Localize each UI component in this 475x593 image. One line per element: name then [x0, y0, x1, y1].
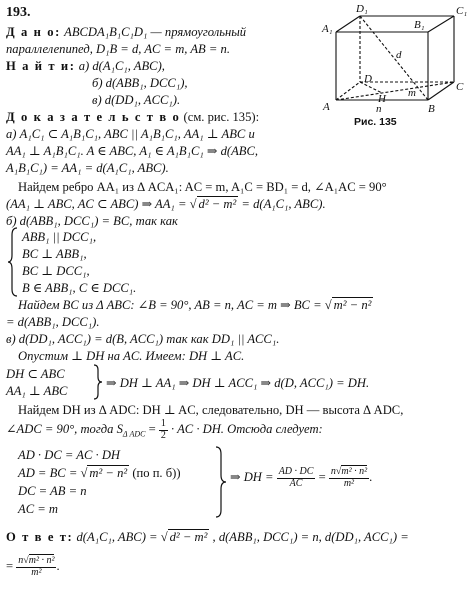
proof-a5-radicand: d² − m² — [198, 197, 237, 211]
dh-fraction-1 — [277, 467, 316, 489]
parallelepiped-figure — [316, 2, 472, 126]
proof-b2-radicand: m² − n² — [333, 298, 372, 312]
label-D: D — [364, 73, 372, 85]
proof-c5-pre: ∠ADC = 90°, тогда S — [6, 421, 123, 436]
system-c-line-2: AA₁ ⊥ ABC — [6, 384, 68, 398]
system-d-line-3: DC = AB = n — [18, 484, 87, 498]
proof-c2: Опустим ⊥ DH на AC. Имеем: DH ⊥ AC. — [18, 349, 245, 363]
dh-frac2-radicand: m² · n² — [341, 466, 368, 477]
system-d-line-2 — [18, 467, 181, 480]
proof-c5-post: · AC · DH. Отсюда следует: — [167, 421, 323, 436]
answer-frac-radicand: m² · n² — [28, 555, 55, 566]
given-label: Д а н о: — [6, 25, 61, 39]
given-line-1 — [6, 26, 246, 39]
sqrt-sign: √ — [160, 530, 168, 544]
proof-label: Д о к а з а т е л ь с т в о — [6, 110, 181, 124]
problem-number: 193. — [6, 5, 31, 20]
label-B1: B₁ — [414, 19, 425, 31]
label-m: m — [408, 87, 416, 99]
proof-a5 — [6, 198, 326, 211]
label-d: d — [396, 49, 402, 61]
proof-b3: = d(ABB₁, DCC₁). — [6, 315, 100, 329]
label-C: C — [456, 81, 464, 93]
half-fraction — [159, 419, 168, 441]
half-den: 2 — [160, 429, 166, 441]
label-H: H — [378, 93, 386, 105]
proof-a1: а) A₁C₁ ⊂ A₁B₁C₁, ABC || A₁B₁C₁, AA₁ ⊥ ABC и — [6, 127, 255, 141]
system-b-line-1: ABB₁ || DCC₁, — [22, 230, 97, 244]
right-brace — [216, 446, 226, 518]
sqrt-sign: √ — [189, 197, 197, 211]
proof-b2 — [18, 299, 373, 312]
label-B: B — [428, 103, 435, 115]
system-c-line-1: DH ⊂ ABC — [6, 367, 65, 381]
find-c: в) d(DD₁, ACC₁). — [92, 93, 181, 107]
find-label: Н а й т и: — [6, 59, 76, 73]
given-text-1: ABCDA₁B₁C₁D₁ — прямоугольный — [64, 25, 247, 39]
proof-a4: Найдем ребро AA₁ из Δ ACA₁: AC = m, A₁C = BD₁ = d, ∠A₁AC = 90° — [18, 180, 387, 194]
proof-a5-post: = d(A₁C₁, ABC). — [238, 197, 326, 211]
proof-a2: AA₁ ⊥ A₁B₁C₁. A ∈ ABC, A₁ ∈ A₁B₁C₁ ⇒ d(ABC, — [6, 144, 259, 158]
proof-c4: Найдем DH из Δ ADC: DH ⊥ AC, следовательно, DH — высота Δ ADC, — [18, 403, 404, 417]
dh-frac2-den: m² — [343, 477, 355, 489]
dh-result: ⇒ DH = $\frac{AD \cdot DC}{AC}$ = $\frac{\text{n√m² · n²}}{\text{m²}}$ . — [230, 466, 373, 489]
label-D1: D₁ — [356, 3, 368, 15]
system-b-line-3: BC ⊥ DCC₁, — [22, 264, 90, 278]
proof-a5-pre: (AA₁ ⊥ ABC, AC ⊂ ABC) ⇒ AA₁ = — [6, 197, 190, 211]
half-num: 1 — [160, 418, 166, 429]
system-d-line-1: AD · DC = AC · DH — [18, 448, 121, 462]
find-b: б) d(ABB₁, DCC₁), — [92, 76, 188, 90]
answer-mid: , d(ABB₁, DCC₁) = n, d(DD₁, ACC₁) = — [209, 530, 409, 544]
system-d-note: (по п. б)) — [132, 466, 181, 480]
proof-b1: б) d(ABB₁, DCC₁) = BC, так как — [6, 214, 178, 228]
sqrt-sign: √ — [80, 466, 88, 480]
proof-heading — [6, 111, 259, 124]
dh-impl: ⇒ DH = — [230, 469, 277, 484]
given-line-2: параллелепипед, D₁B = d, AC = m, AB = n. — [6, 42, 230, 56]
answer-radicand: d² − m² — [169, 530, 208, 544]
sqrt-sign: √ — [335, 466, 342, 477]
answer-label: О т в е т: — [6, 530, 74, 544]
figure-caption: Рис. 135 — [354, 116, 397, 126]
dh-frac2-num-pre: n — [330, 466, 336, 477]
sqrt-sign: √ — [23, 555, 29, 566]
proof-b2-pre: Найдем BC из Δ ABC: ∠B = 90°, AB = n, AC = m ⇒ BC = — [18, 298, 325, 312]
answer-frac-den: m² — [31, 566, 42, 578]
answer-pre: d(A₁C₁, ABC) = — [73, 530, 161, 544]
system-d-line-4: AC = m — [18, 502, 58, 516]
dh-frac1-den: AC — [289, 477, 303, 489]
proof-c5-eq: = — [145, 421, 159, 436]
find-line-a — [6, 60, 165, 73]
system-b-line-2: BC ⊥ ABB₁, — [22, 247, 87, 261]
system-d-radicand: m² − n² — [89, 466, 128, 480]
answer-line-2: = $\frac{\text{n√m² · n²}}{\text{m²}}$ . — [6, 555, 60, 578]
proof-ref: (см. рис. 135): — [180, 110, 260, 124]
dh-frac1-num: AD · DC — [278, 466, 314, 477]
dh-fraction-2 — [329, 467, 369, 489]
label-A1: A₁ — [322, 23, 333, 35]
proof-c3: ⇒ DH ⊥ AA₁ ⇒ DH ⊥ ACC₁ ⇒ d(D, ACC₁) = DH. — [106, 376, 370, 390]
proof-a3: A₁B₁C₁) = AA₁ = d(A₁C₁, ABC). — [6, 161, 169, 175]
answer-line-1 — [6, 531, 409, 544]
label-n: n — [376, 103, 382, 115]
label-A: A — [323, 101, 330, 113]
system-d-line-2-pre: AD = BC = — [18, 466, 81, 480]
system-b-line-4: B ∈ ABB₁, C ∈ DCC₁. — [22, 281, 137, 295]
proof-c1: в) d(DD₁, ACC₁) = d(B, ACC₁) так как DD₁ || ACC₁. — [6, 332, 280, 346]
answer-end-pre: = — [6, 558, 17, 573]
label-C1: C₁ — [456, 5, 468, 17]
right-brace — [94, 364, 102, 400]
proof-c5-sub: Δ ADC — [122, 429, 146, 439]
find-a: а) d(A₁C₁, ABC), — [78, 59, 165, 73]
sqrt-sign: √ — [324, 298, 332, 312]
proof-c5 — [6, 419, 323, 441]
answer-fraction — [16, 556, 56, 578]
left-brace — [8, 227, 18, 297]
answer-frac-num-pre: n — [18, 555, 24, 566]
